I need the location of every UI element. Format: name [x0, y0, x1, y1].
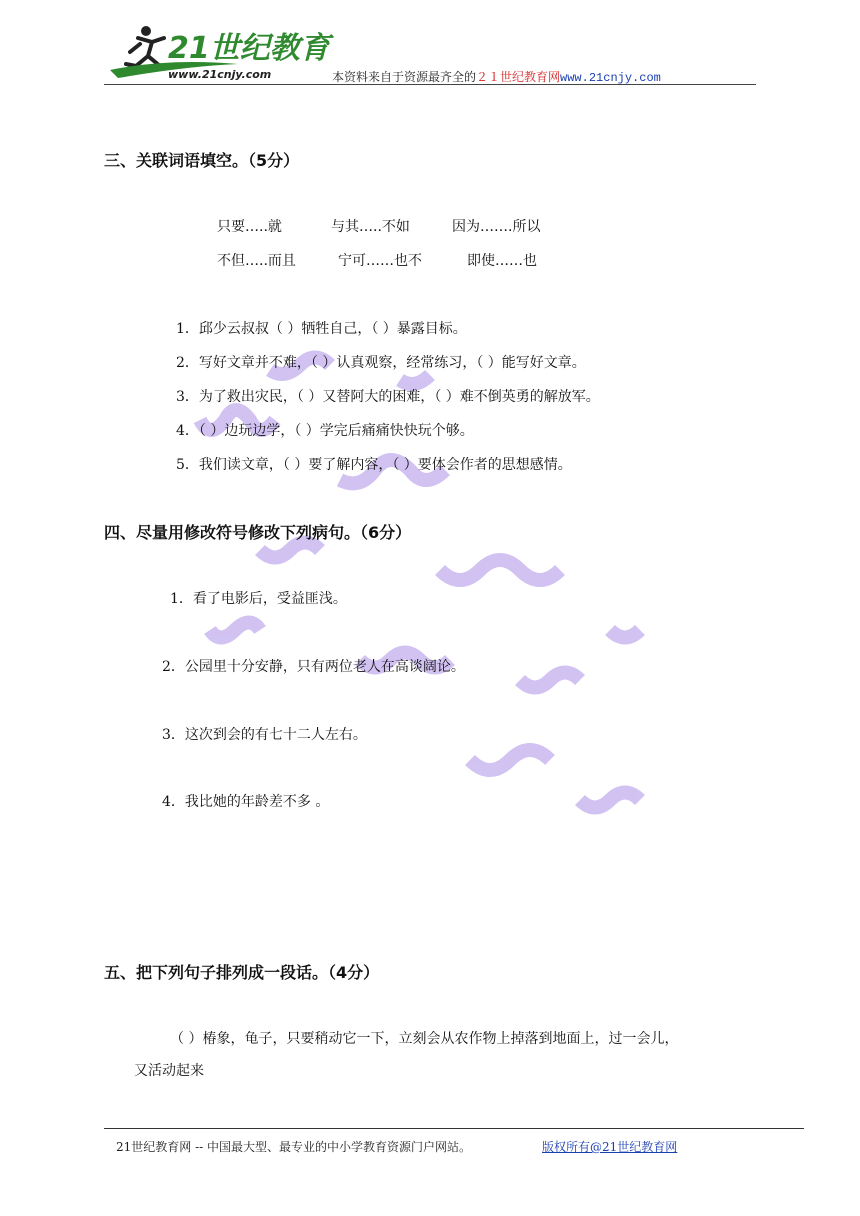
- conj-word: 与其…..不如: [331, 219, 410, 235]
- footer-text: 21世纪教育网 -- 中国最大型、最专业的中小学教育资源门户网站。: [116, 1140, 472, 1154]
- order-item-line: （ ）椿象，龟子，只要稍动它一下，立刻会从农作物上掉落到地面上，过一会儿，: [170, 1031, 679, 1047]
- sentence-item: 2．公园里十分安静，只有两位老人在高谈阔论。: [162, 659, 465, 675]
- header-note-site: ２１世纪教育网: [476, 70, 561, 84]
- fill-blank-item: 4．（ ）边玩边学，（ ）学完后痛痛快快玩个够。: [176, 423, 474, 439]
- section5-title: 五、把下列句子排列成一段话。（4分）: [104, 963, 380, 982]
- conj-word: 宁可……也不: [338, 253, 422, 269]
- sentence-item: 1．看了电影后，受益匪浅。: [170, 591, 347, 607]
- fill-blank-item: 1．邱少云叔叔（ ）牺牲自己，（ ）暴露目标。: [176, 321, 467, 337]
- sentence-item: 4．我比她的年龄差不多 。: [162, 794, 330, 810]
- logo-text: 21世纪教育: [168, 31, 330, 66]
- footer-copyright-link[interactable]: 版权所有@21世纪教育网: [542, 1140, 678, 1154]
- fill-blank-item: 5．我们读文章，（ ）要了解内容，（ ）要体会作者的思想感情。: [176, 457, 572, 473]
- sentence-item: 3．这次到会的有七十二人左右。: [162, 727, 367, 743]
- conj-word: 即使……也: [467, 253, 537, 269]
- header-note-url[interactable]: www.21cnjy.com: [560, 71, 661, 85]
- conj-word: 因为…….所以: [452, 219, 541, 235]
- fill-blank-item: 2．写好文章并不难，（ ）认真观察，经常练习，（ ）能写好文章。: [176, 355, 586, 371]
- header-note-prefix: 本资料来自于资源最齐全的: [332, 70, 477, 84]
- fill-blank-item: 3．为了救出灾民，（ ）又替阿大的困难，（ ）难不倒英勇的解放军。: [176, 389, 600, 405]
- footer-divider: [104, 1128, 804, 1129]
- header-note: [332, 68, 661, 85]
- section4-title: 四、尽量用修改符号修改下列病句。（6分）: [104, 523, 412, 542]
- header-divider: [104, 84, 756, 85]
- section3-title: 三、关联词语填空。（5分）: [104, 151, 300, 170]
- order-item-line: 又活动起来: [134, 1063, 204, 1079]
- site-logo: [108, 22, 330, 84]
- conj-word: 只要…..就: [217, 219, 282, 235]
- logo-url: www.21cnjy.com: [168, 68, 272, 81]
- conj-word: 不但…..而且: [217, 253, 296, 269]
